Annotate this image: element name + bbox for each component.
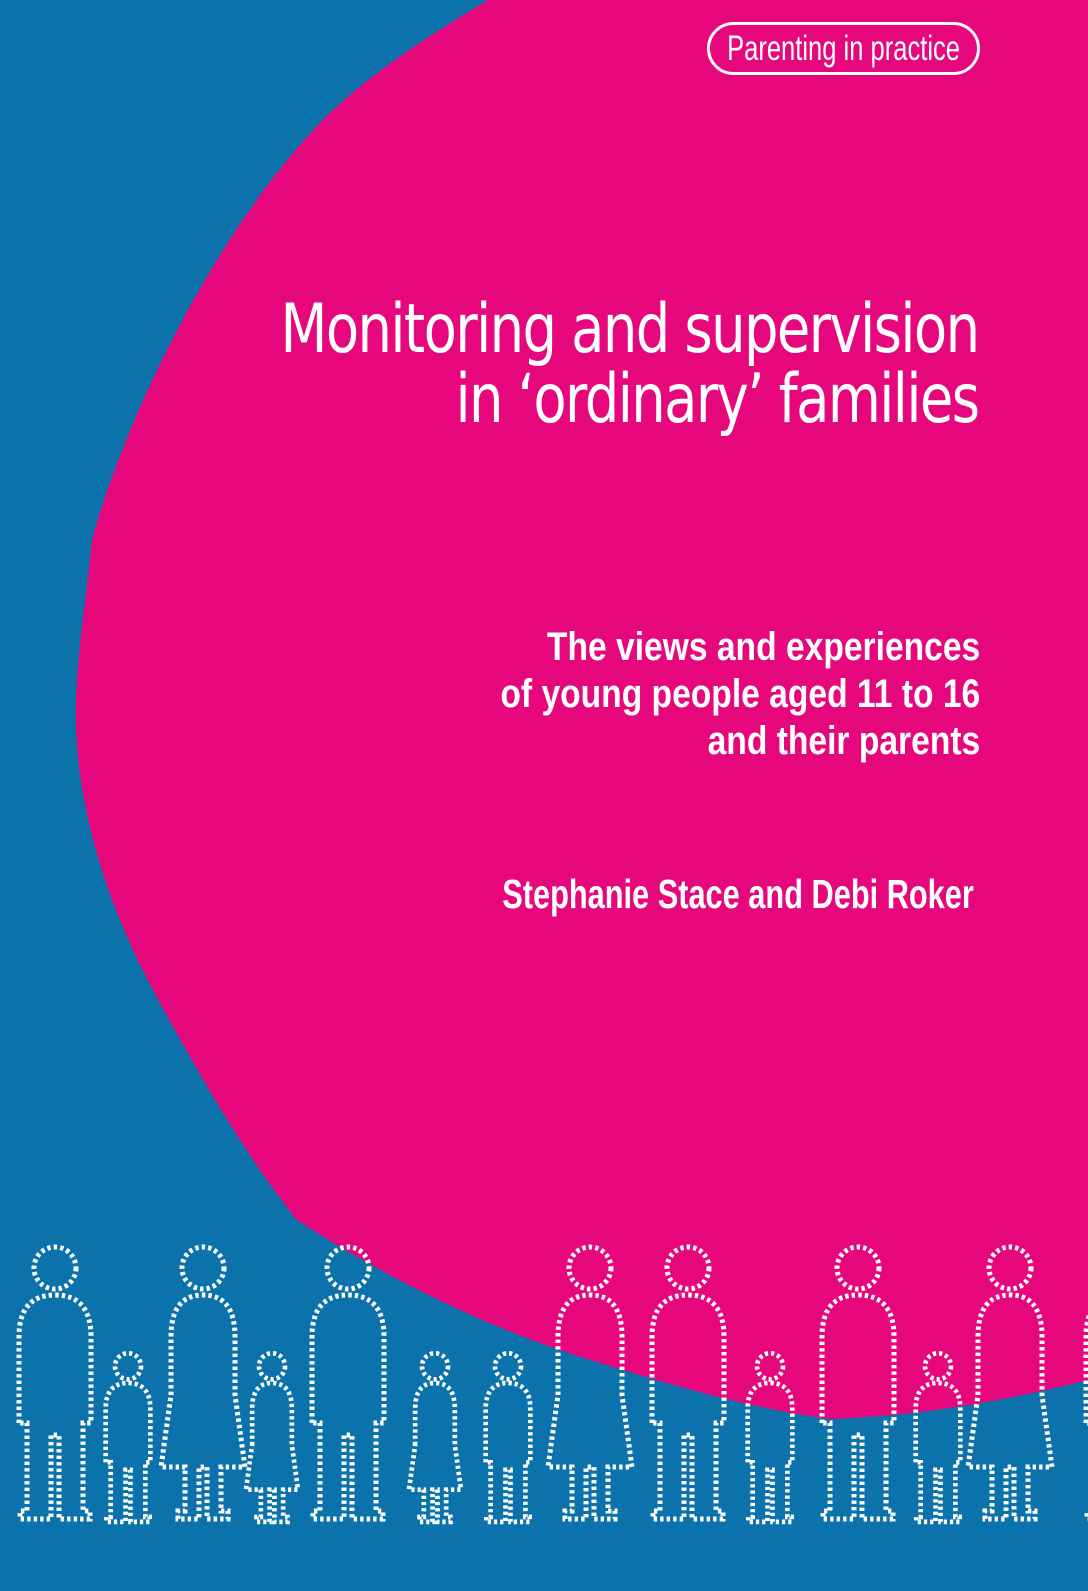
subtitle-line-3: and their parents (707, 719, 980, 763)
adult-female-figure-icon (161, 1247, 245, 1519)
child-female-figure-icon (409, 1353, 461, 1522)
authors (502, 871, 974, 917)
authors-text: Stephanie Stace and Debi Roker (502, 871, 974, 917)
subtitle-line-2: of young people aged 11 to 16 (500, 672, 980, 716)
child-male-figure-icon (106, 1353, 151, 1522)
adult-male-figure-icon (19, 1247, 91, 1519)
child-male-figure-icon (486, 1353, 531, 1522)
series-badge-label: Parenting in practice (727, 28, 960, 68)
book-subtitle (500, 624, 980, 765)
title-line-1: Monitoring and supervision (280, 290, 978, 369)
child-female-figure-icon (246, 1353, 298, 1522)
adult-male-figure-icon (312, 1247, 384, 1519)
title-line-2: in ‘ordinary’ families (455, 360, 978, 439)
book-title (280, 290, 978, 439)
subtitle-line-1: The views and experiences (546, 625, 980, 669)
series-badge (707, 22, 980, 75)
